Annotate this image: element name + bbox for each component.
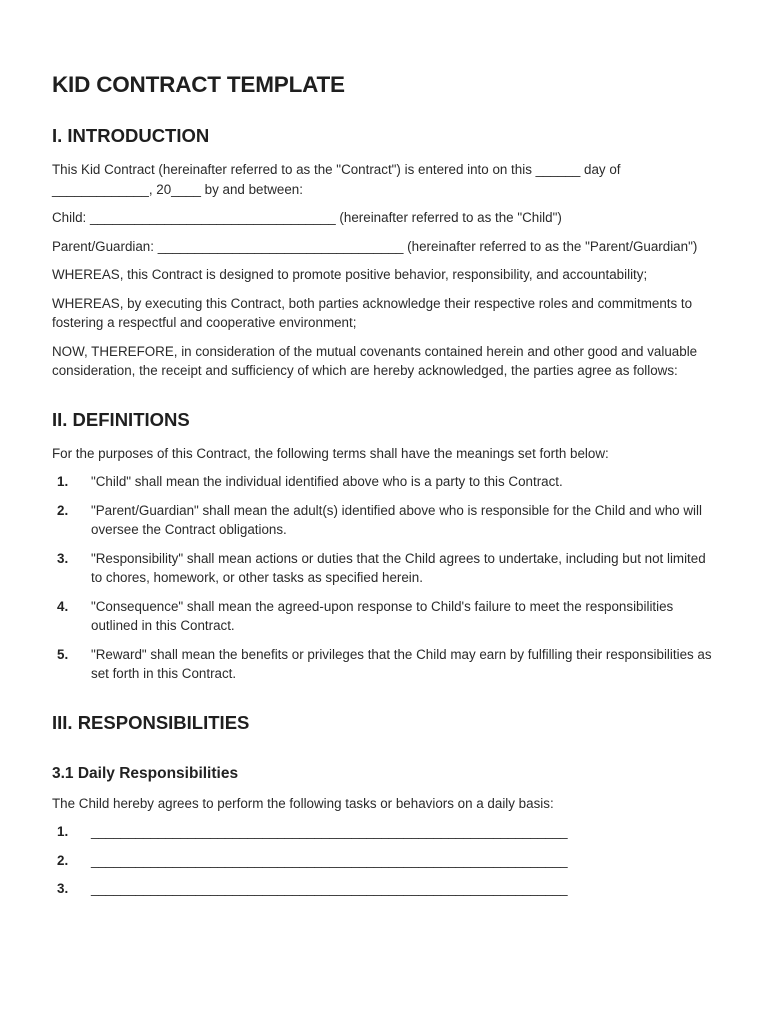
definitions-section [52,408,720,684]
intro-paragraph-child: Child: _________________________________ (hereinafter referred to as the "Child") [52,210,562,225]
daily-task-blank: ________________________________________________________________ [91,824,568,839]
daily-task-blank: ________________________________________________________________ [91,881,568,896]
definitions-intro: For the purposes of this Contract, the following terms shall have the meanings set forth below: [52,445,609,461]
daily-task-item [52,879,720,899]
definition-item [52,501,720,540]
responsibilities-section [52,711,720,899]
definitions-heading: II. DEFINITIONS [52,408,190,430]
responsibilities-heading: III. RESPONSIBILITIES [52,711,250,733]
definition-text: "Reward" shall mean the benefits or privileges that the Child may earn by fulfilling their responsibilities as set forth in this Contract. [91,646,712,681]
definition-number: 3. [57,550,69,566]
daily-task-item [52,822,720,842]
definition-item [52,549,720,588]
intro-paragraph-parent: Parent/Guardian: _________________________________ (hereinafter referred to as the "Parent/Guardian") [52,238,698,254]
intro-paragraph-whereas-1: WHEREAS, this Contract is designed to promote positive behavior, responsibility, and accountability; [52,267,648,282]
daily-responsibilities-intro: The Child hereby agrees to perform the following tasks or behaviors on a daily basis: [52,795,554,811]
definition-number: 4. [57,598,69,614]
definition-text: "Parent/Guardian" shall mean the adult(s) identified above who is responsible for the Child and who will oversee the Contract obligations. [91,502,702,537]
document-body [52,124,720,908]
daily-task-number: 1. [57,824,69,839]
intro-paragraph-therefore: NOW, THEREFORE, in consideration of the mutual covenants contained herein and other good and valuable consideration, the receipt and sufficiency of which are hereby acknowledged, the parties agree as follows: [52,343,698,378]
definition-item [52,597,720,636]
intro-paragraph-opening: This Kid Contract (hereinafter referred to as the "Contract") is entered into on this ______ day of _____________, 20____ by and between: [52,162,621,197]
definition-number: 5. [57,646,69,662]
definition-number: 2. [57,502,69,518]
daily-task-number: 3. [57,881,69,896]
introduction-heading: I. INTRODUCTION [52,125,210,146]
intro-paragraph-whereas-2: WHEREAS, by executing this Contract, both parties acknowledge their respective roles and commitments to fostering a respectful and cooperative environment; [52,295,693,330]
document-title: KID CONTRACT TEMPLATE [52,72,345,97]
definition-item [52,472,720,492]
definition-item [52,645,720,684]
definition-text: "Consequence" shall mean the agreed-upon response to Child's failure to meet the responsibilities outlined in this Contract. [91,598,674,633]
daily-task-number: 2. [57,852,69,868]
definition-number: 1. [57,474,69,489]
definition-text: "Responsibility" shall mean actions or duties that the Child agrees to undertake, including but not limited to chores, homework, or other tasks as specified herein. [91,550,706,585]
definition-text: "Child" shall mean the individual identified above who is a party to this Contract. [91,474,563,489]
daily-responsibilities-list [52,822,720,899]
definitions-list [52,472,720,684]
daily-task-item [52,851,720,871]
daily-responsibilities-subheading: 3.1 Daily Responsibilities [52,764,239,782]
daily-task-blank: ________________________________________________________________ [91,852,568,868]
introduction-section [52,124,720,381]
